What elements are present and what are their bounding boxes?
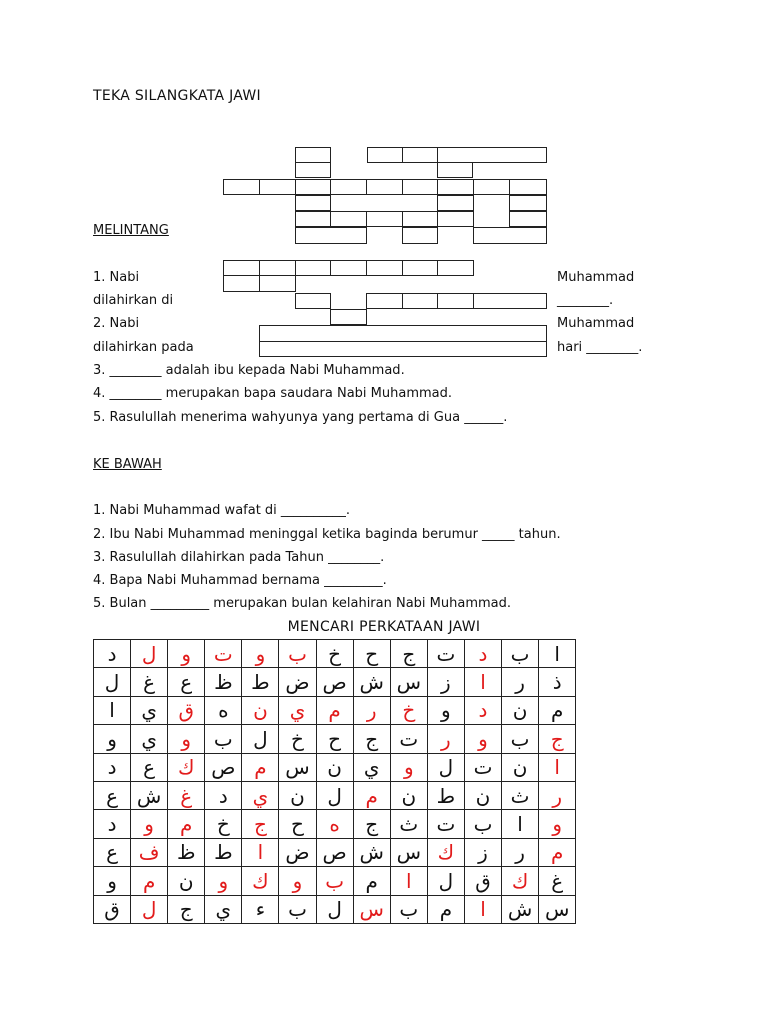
crossword-cell[interactable] (223, 275, 260, 292)
wordsearch-cell[interactable]: ر (353, 696, 390, 724)
across-clue-2-right: Muhammad (557, 316, 635, 331)
crossword-cell[interactable] (259, 341, 547, 357)
crossword-cell[interactable] (437, 179, 474, 195)
wordsearch-cell[interactable]: ث (502, 781, 539, 809)
crossword-cell[interactable] (366, 260, 403, 276)
wordsearch-cell[interactable]: ظ (168, 838, 205, 866)
wordsearch-cell[interactable]: م (353, 781, 390, 809)
wordsearch-cell[interactable]: س (279, 753, 316, 781)
wordsearch-cell[interactable]: ن (168, 867, 205, 895)
wordsearch-cell[interactable]: ت (427, 640, 464, 668)
wordsearch-cell[interactable]: ا (539, 640, 576, 668)
wordsearch-cell[interactable]: ا (94, 696, 131, 724)
wordsearch-cell[interactable]: و (94, 867, 131, 895)
wordsearch-cell[interactable]: ج (168, 895, 205, 923)
wordsearch-cell[interactable]: ج (242, 810, 279, 838)
wordsearch-cell[interactable]: و (279, 867, 316, 895)
wordsearch-cell[interactable]: ص (205, 753, 242, 781)
across-clue-1-blank: ________. (557, 293, 614, 308)
wordsearch-cell[interactable]: ي (205, 895, 242, 923)
crossword-cell[interactable] (330, 309, 367, 325)
wordsearch-cell[interactable]: م (168, 810, 205, 838)
wordsearch-cell[interactable]: د (94, 753, 131, 781)
wordsearch-cell[interactable]: ا (390, 867, 427, 895)
crossword-cell[interactable] (259, 179, 296, 195)
wordsearch-cell[interactable]: و (168, 725, 205, 753)
wordsearch-cell[interactable]: د (464, 696, 501, 724)
wordsearch-cell[interactable]: ط (427, 781, 464, 809)
wordsearch-cell[interactable]: س (390, 668, 427, 696)
wordsearch-cell[interactable]: و (390, 753, 427, 781)
wordsearch-row (94, 838, 576, 866)
crossword-cell[interactable] (402, 211, 438, 227)
crossword-cell[interactable] (402, 293, 438, 309)
crossword-cell[interactable] (259, 275, 296, 292)
wordsearch-cell[interactable]: ت (390, 725, 427, 753)
crossword-cell[interactable] (473, 293, 547, 309)
wordsearch-cell[interactable]: ن (390, 781, 427, 809)
wordsearch-cell[interactable]: ب (502, 640, 539, 668)
wordsearch-cell[interactable]: ب (502, 725, 539, 753)
crossword-cell[interactable] (437, 195, 474, 211)
wordsearch-cell[interactable]: ش (353, 668, 390, 696)
wordsearch-cell[interactable]: ك (427, 838, 464, 866)
wordsearch-cell[interactable]: ش (131, 781, 168, 809)
wordsearch-cell[interactable]: ث (390, 810, 427, 838)
wordsearch-cell[interactable]: ح (279, 810, 316, 838)
across-clue-2-cont: dilahirkan pada (93, 340, 194, 355)
crossword-cell[interactable] (367, 147, 403, 163)
wordsearch-cell[interactable]: ب (390, 895, 427, 923)
crossword-cell[interactable] (402, 179, 438, 195)
wordsearch-row (94, 696, 576, 724)
wordsearch-cell[interactable]: ح (353, 640, 390, 668)
wordsearch-cell[interactable]: ن (502, 696, 539, 724)
wordsearch-cell[interactable]: ش (353, 838, 390, 866)
wordsearch-cell[interactable]: ت (205, 640, 242, 668)
wordsearch-cell[interactable]: ذ (539, 668, 576, 696)
wordsearch-cell[interactable]: م (316, 696, 353, 724)
wordsearch-cell[interactable]: ك (168, 753, 205, 781)
across-clue-1-cont: dilahirkan di (93, 293, 174, 308)
wordsearch-cell[interactable]: م (131, 867, 168, 895)
wordsearch-cell[interactable]: و (205, 867, 242, 895)
crossword-cell[interactable] (473, 227, 547, 244)
wordsearch-cell[interactable]: ع (131, 753, 168, 781)
wordsearch-cell[interactable]: ن (464, 781, 501, 809)
wordsearch-cell[interactable]: و (242, 640, 279, 668)
wordsearch-cell[interactable]: ب (279, 895, 316, 923)
wordsearch-cell[interactable]: ي (131, 725, 168, 753)
crossword-cell[interactable] (437, 147, 547, 163)
crossword-cell[interactable] (437, 293, 474, 309)
crossword-cell[interactable] (437, 260, 474, 276)
wordsearch-cell[interactable]: خ (205, 810, 242, 838)
wordsearch-cell[interactable]: د (94, 640, 131, 668)
wordsearch-cell[interactable]: ط (205, 838, 242, 866)
down-clue-1: 1. Nabi Muhammad wafat di __________. (93, 503, 351, 518)
wordsearch-cell[interactable]: ج (353, 725, 390, 753)
across-clue-1-right: Muhammad (557, 270, 635, 285)
crossword-cell[interactable] (295, 260, 331, 276)
wordsearch-cell[interactable]: و (464, 725, 501, 753)
wordsearch-row (94, 781, 576, 809)
wordsearch-cell[interactable]: ت (427, 810, 464, 838)
crossword-cell[interactable] (509, 211, 547, 227)
wordsearch-cell[interactable]: ل (427, 753, 464, 781)
wordsearch-cell[interactable]: م (242, 753, 279, 781)
wordsearch-cell[interactable]: ن (242, 696, 279, 724)
down-clue-5: 5. Bulan _________ merupakan bulan kelahiran Nabi Muhammad. (93, 596, 512, 611)
crossword-cell[interactable] (473, 179, 510, 195)
kebawah-heading: KE BAWAH (93, 457, 162, 472)
crossword-cell[interactable] (259, 325, 547, 342)
wordsearch-cell[interactable]: غ (131, 668, 168, 696)
wordsearch-cell[interactable]: ظ (205, 668, 242, 696)
wordsearch-cell[interactable]: م (353, 867, 390, 895)
wordsearch-cell[interactable]: ب (279, 640, 316, 668)
wordsearch-cell[interactable]: ق (464, 867, 501, 895)
wordsearch-cell[interactable]: ل (316, 781, 353, 809)
wordsearch-cell[interactable]: ل (316, 895, 353, 923)
crossword-cell[interactable] (259, 260, 296, 276)
wordsearch-cell[interactable]: م (539, 696, 576, 724)
wordsearch-cell[interactable]: ر (502, 668, 539, 696)
wordsearch-cell[interactable]: ب (316, 867, 353, 895)
wordsearch-cell[interactable]: ل (131, 895, 168, 923)
crossword-cell[interactable] (366, 179, 403, 195)
across-clue-2-blank: hari ________. (557, 340, 643, 355)
wordsearch-row (94, 895, 576, 923)
wordsearch-cell[interactable]: ب (205, 725, 242, 753)
wordsearch-cell[interactable]: ه (205, 696, 242, 724)
crossword-cell[interactable] (402, 227, 438, 244)
crossword-cell[interactable] (295, 179, 331, 195)
wordsearch-cell[interactable]: ص (316, 668, 353, 696)
wordsearch-cell[interactable]: ق (94, 895, 131, 923)
wordsearch-cell[interactable]: ك (242, 867, 279, 895)
crossword-cell[interactable] (223, 179, 260, 195)
crossword-cell[interactable] (330, 260, 367, 276)
crossword-cell[interactable] (295, 147, 331, 163)
wordsearch-cell[interactable]: س (539, 895, 576, 923)
wordsearch-cell[interactable]: خ (390, 696, 427, 724)
across-clue-2: 2. Nabi (93, 316, 140, 331)
crossword-cell[interactable] (509, 195, 547, 211)
wordsearch-cell[interactable]: ب (464, 810, 501, 838)
wordsearch-cell[interactable]: ن (316, 753, 353, 781)
wordsearch-cell[interactable]: ن (279, 781, 316, 809)
wordsearch-row (94, 867, 576, 895)
wordsearch-cell[interactable]: د (205, 781, 242, 809)
across-clue-1: 1. Nabi (93, 270, 140, 285)
crossword-cell[interactable] (402, 147, 438, 163)
wordsearch-cell[interactable]: ي (242, 781, 279, 809)
wordsearch-cell[interactable]: غ (539, 867, 576, 895)
wordsearch-title: MENCARI PERKATAAN JAWI (287, 619, 481, 635)
wordsearch-cell[interactable]: ل (94, 668, 131, 696)
crossword-cell[interactable] (437, 162, 473, 178)
wordsearch-row (94, 640, 576, 668)
wordsearch-cell[interactable]: ي (353, 753, 390, 781)
wordsearch-grid (93, 639, 576, 924)
crossword-cell[interactable] (366, 211, 403, 227)
wordsearch-cell[interactable]: ف (131, 838, 168, 866)
wordsearch-cell[interactable]: ر (427, 725, 464, 753)
wordsearch-cell[interactable]: ت (464, 753, 501, 781)
crossword-cell[interactable] (295, 227, 367, 244)
wordsearch-cell[interactable]: ح (316, 725, 353, 753)
wordsearch-cell[interactable]: ك (502, 867, 539, 895)
melintang-heading: MELINTANG (93, 223, 169, 238)
wordsearch-cell[interactable]: س (353, 895, 390, 923)
wordsearch-cell[interactable]: ص (316, 838, 353, 866)
wordsearch-cell[interactable]: ع (94, 781, 131, 809)
wordsearch-cell[interactable]: م (539, 838, 576, 866)
wordsearch-cell[interactable]: س (390, 838, 427, 866)
page-title: TEKA SILANGKATA JAWI (93, 88, 261, 104)
down-clue-4: 4. Bapa Nabi Muhammad bernama _________. (93, 573, 387, 588)
crossword-cell[interactable] (437, 211, 474, 227)
wordsearch-cell[interactable]: و (168, 640, 205, 668)
wordsearch-cell[interactable]: ع (168, 668, 205, 696)
wordsearch-row (94, 725, 576, 753)
wordsearch-cell[interactable]: ء (242, 895, 279, 923)
crossword-cell[interactable] (295, 195, 331, 211)
wordsearch-cell[interactable]: خ (279, 725, 316, 753)
wordsearch-cell[interactable]: ض (279, 668, 316, 696)
wordsearch-cell[interactable]: م (427, 895, 464, 923)
crossword-cell[interactable] (295, 162, 331, 178)
wordsearch-cell[interactable]: ج (353, 810, 390, 838)
wordsearch-cell[interactable]: ا (464, 895, 501, 923)
down-clue-3: 3. Rasulullah dilahirkan pada Tahun ________. (93, 550, 385, 565)
wordsearch-cell[interactable]: ر (539, 781, 576, 809)
wordsearch-cell[interactable]: ن (502, 753, 539, 781)
wordsearch-cell[interactable]: غ (168, 781, 205, 809)
wordsearch-cell[interactable]: خ (316, 640, 353, 668)
wordsearch-cell[interactable]: ش (502, 895, 539, 923)
wordsearch-cell[interactable]: ل (427, 867, 464, 895)
wordsearch-cell[interactable]: ط (242, 668, 279, 696)
wordsearch-cell[interactable]: و (539, 810, 576, 838)
wordsearch-cell[interactable]: ق (168, 696, 205, 724)
wordsearch-cell[interactable]: ي (279, 696, 316, 724)
wordsearch-cell[interactable]: و (131, 810, 168, 838)
down-clue-2: 2. Ibu Nabi Muhammad meninggal ketika baginda berumur _____ tahun. (93, 527, 561, 542)
crossword-cell[interactable] (509, 179, 547, 195)
crossword-cell[interactable] (223, 260, 260, 276)
wordsearch-cell[interactable]: ه (316, 810, 353, 838)
wordsearch-cell[interactable]: ج (539, 725, 576, 753)
wordsearch-cell[interactable]: ع (94, 838, 131, 866)
wordsearch-cell[interactable]: ي (131, 696, 168, 724)
wordsearch-cell[interactable]: ا (539, 753, 576, 781)
crossword-cell[interactable] (330, 211, 367, 227)
wordsearch-cell[interactable]: د (94, 810, 131, 838)
wordsearch-cell[interactable]: ز (427, 668, 464, 696)
across-clue-4: 4. ________ merupakan bapa saudara Nabi Muhammad. (93, 386, 453, 401)
wordsearch-cell[interactable]: و (427, 696, 464, 724)
wordsearch-cell[interactable]: و (94, 725, 131, 753)
wordsearch-row (94, 668, 576, 696)
crossword-cell[interactable] (402, 260, 438, 276)
wordsearch-cell[interactable]: ز (464, 838, 501, 866)
wordsearch-cell[interactable]: ل (242, 725, 279, 753)
wordsearch-row (94, 810, 576, 838)
wordsearch-cell[interactable]: ا (502, 810, 539, 838)
wordsearch-cell[interactable]: ا (242, 838, 279, 866)
wordsearch-cell[interactable]: ل (131, 640, 168, 668)
wordsearch-row (94, 753, 576, 781)
across-clue-3: 3. ________ adalah ibu kepada Nabi Muhammad. (93, 363, 405, 378)
wordsearch-cell[interactable]: ج (390, 640, 427, 668)
wordsearch-cell[interactable]: ا (464, 668, 501, 696)
crossword-cell[interactable] (295, 211, 331, 227)
crossword-cell[interactable] (366, 293, 403, 309)
crossword-cell[interactable] (295, 293, 331, 309)
wordsearch-cell[interactable]: ر (502, 838, 539, 866)
across-clue-5: 5. Rasulullah menerima wahyunya yang pertama di Gua ______. (93, 410, 508, 425)
crossword-cell[interactable] (330, 179, 367, 195)
wordsearch-cell[interactable]: ض (279, 838, 316, 866)
wordsearch-cell[interactable]: د (464, 640, 501, 668)
